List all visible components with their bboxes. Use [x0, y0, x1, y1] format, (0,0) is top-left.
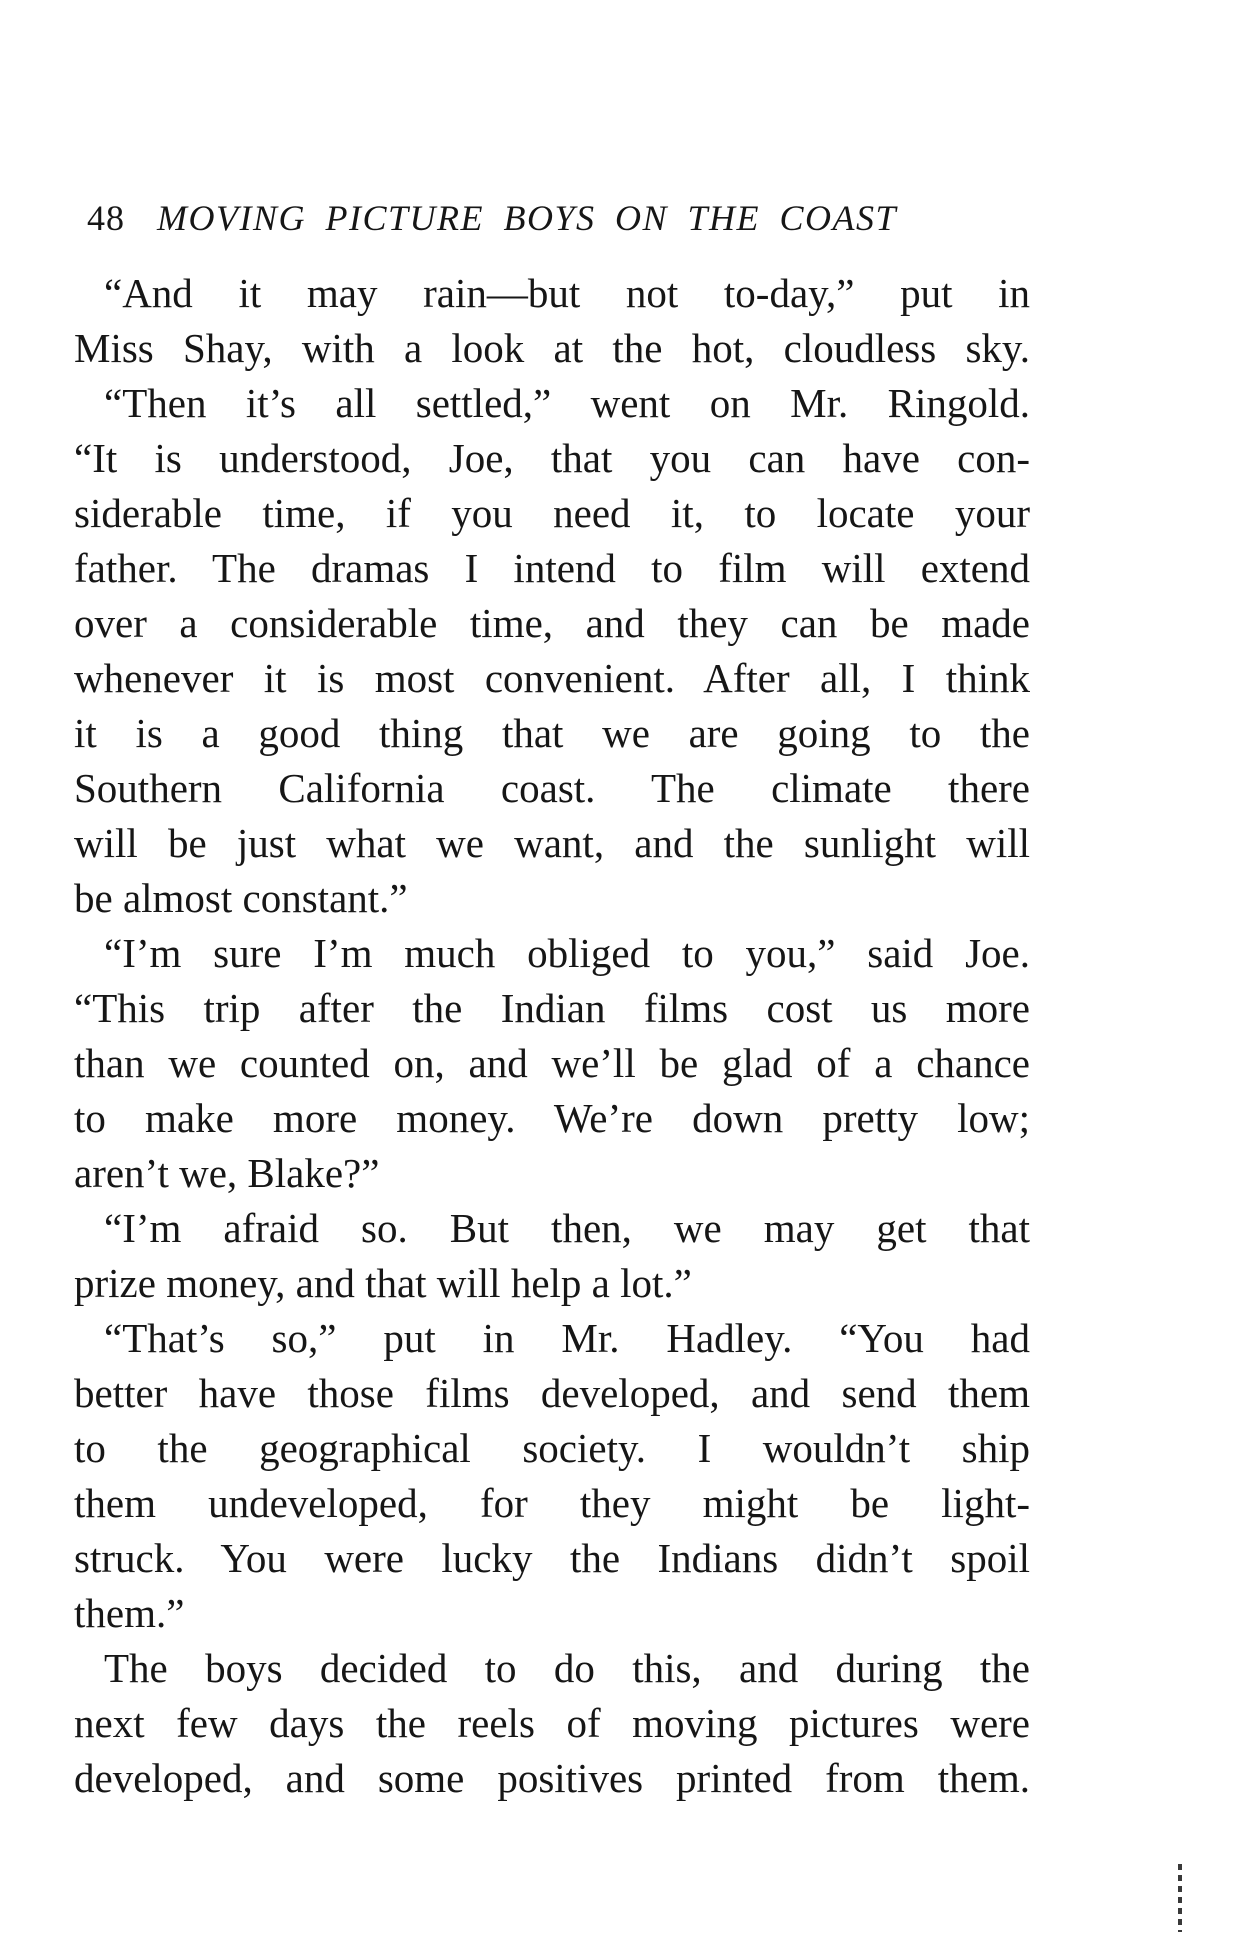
text-line: struck. You were lucky the Indians didn’t spoil	[74, 1535, 1030, 1581]
text-line: to the geographical society. I wouldn’t ship	[74, 1425, 1030, 1471]
text-line: them.”	[74, 1590, 185, 1636]
text-line: “It is understood, Joe, that you can have con-	[74, 435, 1030, 481]
text-line: aren’t we, Blake?”	[74, 1150, 380, 1196]
text-line: over a considerable time, and they can be made	[74, 600, 1030, 646]
text-line: them undeveloped, for they might be light-	[74, 1480, 1030, 1526]
text-line: father. The dramas I intend to film will extend	[74, 545, 1030, 591]
text-line: “I’m sure I’m much obliged to you,” said Joe.	[104, 930, 1030, 976]
text-line: will be just what we want, and the sunlight will	[74, 820, 1030, 866]
text-line: whenever it is most convenient. After all, I think	[74, 655, 1030, 701]
text-line: “And it may rain—but not to-day,” put in	[104, 270, 1030, 316]
text-line: developed, and some positives printed from them.	[74, 1755, 1030, 1801]
paragraph	[74, 926, 1030, 1201]
text-line: to make more money. We’re down pretty low;	[74, 1095, 1030, 1141]
text-line: The boys decided to do this, and during the	[104, 1645, 1030, 1691]
text-line: siderable time, if you need it, to locate your	[74, 490, 1030, 536]
text-line: than we counted on, and we’ll be glad of a chance	[74, 1040, 1030, 1086]
text-line: next few days the reels of moving pictures were	[74, 1700, 1030, 1746]
text-line: prize money, and that will help a lot.”	[74, 1260, 692, 1306]
running-title: MOVING PICTURE BOYS ON THE COAST	[157, 198, 898, 238]
paragraph	[74, 1311, 1030, 1641]
page-header	[73, 196, 1033, 240]
page-body	[74, 266, 1030, 1806]
text-line: “I’m afraid so. But then, we may get that	[104, 1205, 1030, 1251]
text-line: “That’s so,” put in Mr. Hadley. “You had	[104, 1315, 1030, 1361]
text-line: better have those films developed, and send them	[74, 1370, 1030, 1416]
paragraph	[74, 376, 1030, 926]
text-line: Southern California coast. The climate there	[74, 765, 1030, 811]
paragraph	[74, 266, 1030, 376]
paragraph	[74, 1641, 1030, 1806]
text-line: be almost constant.”	[74, 875, 408, 921]
text-line: Miss Shay, with a look at the hot, cloudless sky.	[74, 325, 1030, 371]
paragraph	[74, 1201, 1030, 1311]
page-number: 48	[87, 198, 125, 238]
text-line: it is a good thing that we are going to the	[74, 710, 1030, 756]
text-line: “This trip after the Indian films cost us more	[74, 985, 1030, 1031]
scan-dotted-mark	[1178, 1864, 1182, 1932]
text-line: “Then it’s all settled,” went on Mr. Ringold.	[104, 380, 1030, 426]
